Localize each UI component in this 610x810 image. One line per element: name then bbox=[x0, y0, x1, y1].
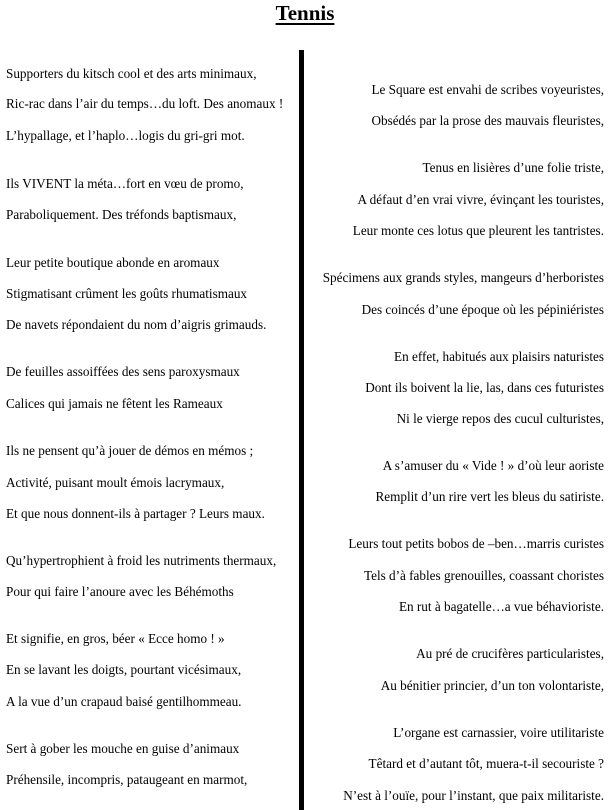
left-verse-line: Préhensile, incompris, pataugeant en marmot, bbox=[6, 772, 248, 787]
left-verse-line: Supporters du kitsch cool et des arts minimaux, bbox=[6, 66, 257, 81]
left-verse-line: De navets répondaient du nom d’aigris grimauds. bbox=[6, 317, 267, 332]
right-verse-line: Obsédés par la prose des mauvais fleuristes, bbox=[371, 113, 604, 128]
left-verse-line: Activité, puisant moult émois lacrymaux, bbox=[6, 475, 225, 490]
right-verse-line: En rut à bagatelle…a vue béhavioriste. bbox=[398, 599, 604, 614]
right-verse-line: Des coincés d’une époque où les pépiniéristes bbox=[361, 302, 604, 317]
left-verse-line: De feuilles assoiffées des sens paroxysmaux bbox=[6, 364, 240, 379]
column-divider bbox=[299, 50, 304, 810]
left-verse-line: Leur petite boutique abonde en aromaux bbox=[6, 255, 220, 270]
right-verse-line: N’est à l’ouïe, pour l’instant, que paix militariste. bbox=[343, 788, 604, 803]
left-verse-line: Stigmatisant crûment les goûts rhumatismaux bbox=[6, 286, 248, 301]
right-verse-line: Leurs tout petits bobos de –ben…marris curistes bbox=[348, 536, 604, 551]
page-title: Tennis bbox=[275, 1, 335, 25]
right-verse-line: Au bénitier princier, d’un ton volontariste, bbox=[380, 678, 604, 693]
left-verse-line: L’hypallage, et l’haplo…logis du gri-gri mot. bbox=[6, 128, 245, 143]
right-verse-line: Tenus en lisières d’une folie triste, bbox=[422, 160, 604, 175]
left-verse-line: Et que nous donnent-ils à partager ? Leurs maux. bbox=[6, 506, 265, 521]
right-verse-line: Le Square est envahi de scribes voyeuristes, bbox=[371, 82, 604, 97]
right-verse-line: En effet, habitués aux plaisirs naturistes bbox=[394, 349, 604, 364]
left-verse-line: Sert à gober les mouche en guise d’animaux bbox=[6, 741, 240, 756]
left-verse-line: Pour qui faire l’anoure avec les Béhémoths bbox=[6, 584, 234, 599]
right-verse-line: Dont ils boivent la lie, las, dans ces futuristes bbox=[365, 380, 604, 395]
right-verse-line: Tels d’à fables grenouilles, coassant choristes bbox=[363, 568, 604, 583]
left-verse-line: Calices qui jamais ne fêtent les Rameaux bbox=[6, 396, 223, 411]
right-verse-line: L’organe est carnassier, voire utilitariste bbox=[393, 725, 604, 740]
right-verse-line: A s’amuser du « Vide ! » d’où leur aoriste bbox=[382, 458, 604, 473]
left-verse-line: A la vue d’un crapaud baisé gentilhommeau. bbox=[6, 694, 242, 709]
left-verse-line: Ils VIVENT la méta…fort en vœu de promo, bbox=[6, 176, 244, 191]
left-verse-line: En se lavant les doigts, pourtant vicésimaux, bbox=[6, 662, 242, 677]
right-verse-line: Têtard et d’autant tôt, muera-t-il secouriste ? bbox=[368, 756, 604, 771]
left-verse-line: Et signifie, en gros, béer « Ecce homo ! » bbox=[6, 631, 225, 646]
right-verse-line: Ni le vierge repos des cucul culturistes, bbox=[396, 411, 604, 426]
right-verse-line: Leur monte ces lotus que pleurent les tantristes. bbox=[352, 223, 604, 238]
right-verse-line: Au pré de crucifères particularistes, bbox=[416, 646, 604, 661]
left-verse-line: Ric-rac dans l’air du temps…du loft. Des anomaux ! bbox=[6, 96, 284, 111]
right-verse-line: A défaut d’en vrai vivre, évinçant les touristes, bbox=[357, 192, 604, 207]
left-verse-line: Qu’hypertrophient à froid les nutriments thermaux, bbox=[6, 553, 277, 568]
right-verse-line: Spécimens aux grands styles, mangeurs d’herboristes bbox=[322, 270, 604, 285]
left-verse-line: Ils ne pensent qu’à jouer de démos en mémos ; bbox=[6, 443, 254, 458]
left-verse-line: Paraboliquement. Des tréfonds baptismaux, bbox=[6, 207, 237, 222]
right-verse-line: Remplit d’un rire vert les bleus du satiriste. bbox=[375, 489, 604, 504]
